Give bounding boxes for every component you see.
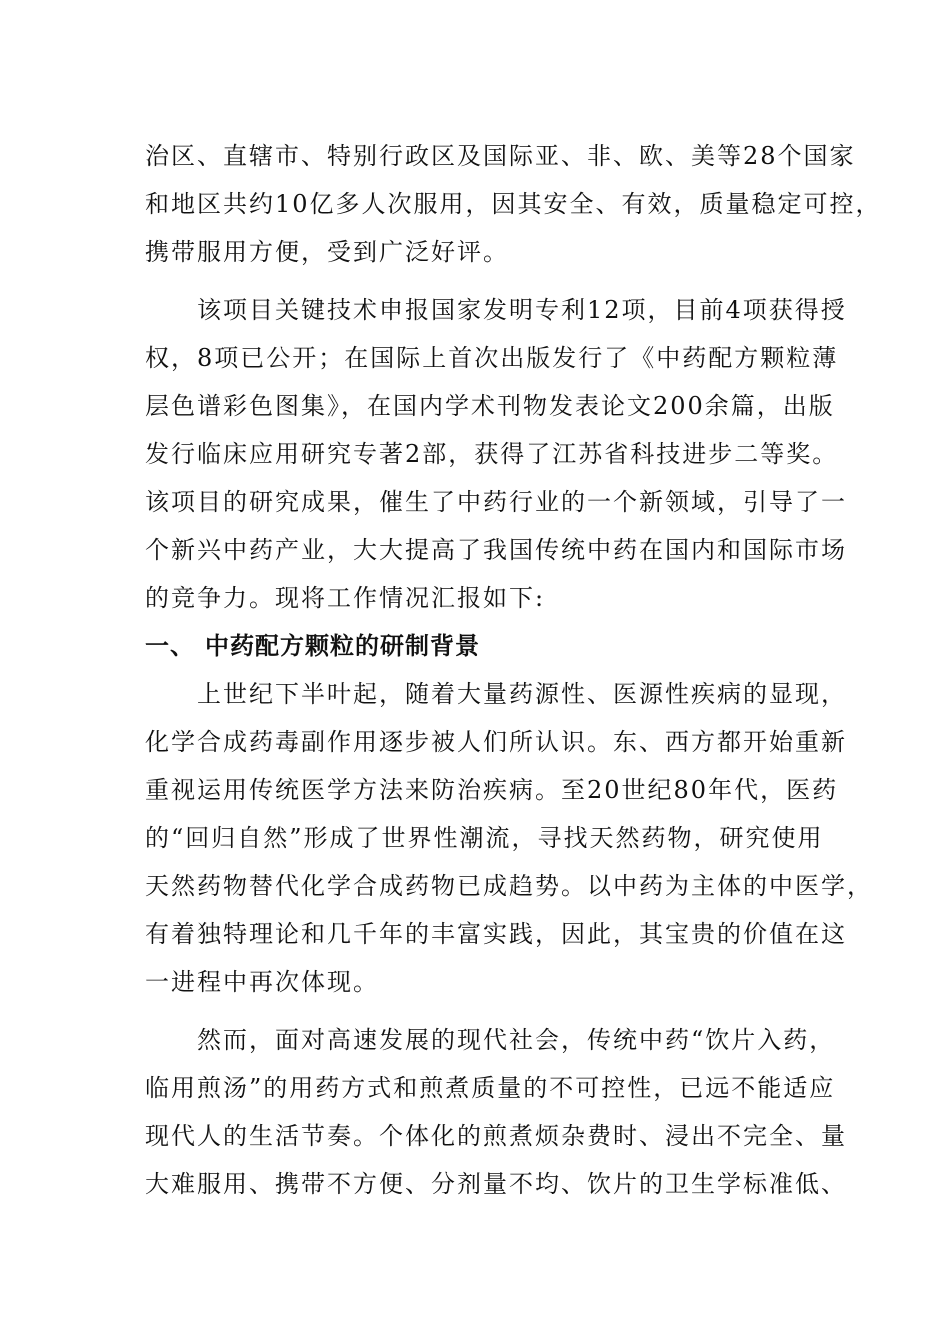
text-line: 大难服用、携带不方便、分剂量不均、饮片的卫生学标准低、 xyxy=(145,1170,847,1198)
paragraph-3 xyxy=(145,670,873,1006)
text-line: 该项目的研究成果，催生了中药行业的一个新领域，引导了一 xyxy=(145,488,847,516)
text-line: 一进程中再次体现。 xyxy=(145,968,379,996)
section-heading xyxy=(145,622,825,670)
text-line: 重视运用传统医学方法来防治疾病。至20世纪80年代，医药 xyxy=(145,776,839,804)
section-number: 一、 xyxy=(145,632,195,660)
paragraph-1 xyxy=(145,132,882,276)
paragraph-4 xyxy=(145,1016,847,1208)
text-line: 该项目关键技术申报国家发明专利12项，目前4项获得授 xyxy=(145,296,847,324)
text-line: 化学合成药毒副作用逐步被人们所认识。东、西方都开始重新 xyxy=(145,728,847,756)
text-line: 现代人的生活节奏。个体化的煎煮烦杂费时、浸出不完全、量 xyxy=(145,1122,847,1150)
text-line: 权，8项已公开；在国际上首次出版发行了《中药配方颗粒薄 xyxy=(145,344,839,372)
section-title: 中药配方颗粒的研制背景 xyxy=(205,632,480,660)
text-line: 发行临床应用研究专著2部，获得了江苏省科技进步二等奖。 xyxy=(145,440,839,468)
paragraph-2 xyxy=(145,286,847,622)
text-line: 和地区共约10亿多人次服用，因其安全、有效，质量稳定可控， xyxy=(145,190,882,218)
text-line: 个新兴中药产业，大大提高了我国传统中药在国内和国际市场 xyxy=(145,536,847,564)
text-line: 的竞争力。现将工作情况汇报如下: xyxy=(145,584,546,612)
document-body xyxy=(145,132,882,1208)
text-line: 层色谱彩色图集》，在国内学术刊物发表论文200余篇，出版 xyxy=(145,392,835,420)
text-line: 治区、直辖市、特别行政区及国际亚、非、欧、美等28个国家 xyxy=(145,142,856,170)
text-line: 天然药物替代化学合成药物已成趋势。以中药为主体的中医学， xyxy=(145,872,873,900)
text-line: 临用煎汤”的用药方式和煎煮质量的不可控性，已远不能适应 xyxy=(145,1074,836,1102)
text-line: 上世纪下半叶起，随着大量药源性、医源性疾病的显现， xyxy=(145,680,847,708)
text-line: 然而，面对高速发展的现代社会，传统中药“饮片入药， xyxy=(145,1026,836,1054)
text-line: 有着独特理论和几千年的丰富实践，因此，其宝贵的价值在这 xyxy=(145,920,847,948)
text-line: 携带服用方便，受到广泛好评。 xyxy=(145,238,509,266)
text-line: 的“回归自然”形成了世界性潮流，寻找天然药物，研究使用 xyxy=(145,824,824,852)
